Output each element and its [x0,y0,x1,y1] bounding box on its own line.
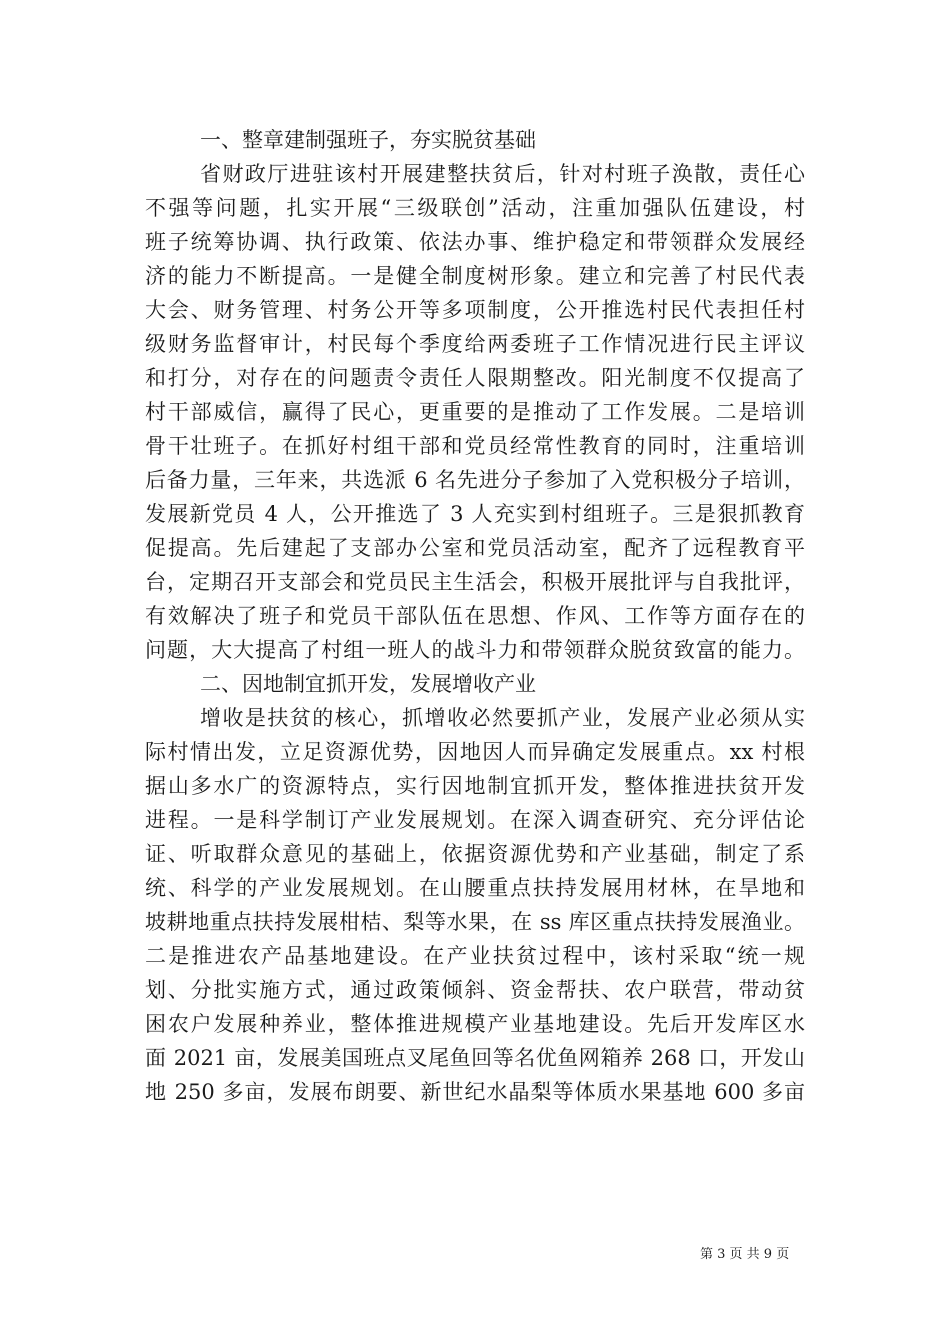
paragraph-line: 证、听取群众意见的基础上，依据资源优势和产业基础，制定了系 [145,842,805,866]
paragraph-line: 促提高。先后建起了支部办公室和党员活动室，配齐了远程教育平 [145,536,805,560]
paragraph-line: 不强等问题，扎实开展“三级联创”活动，注重加强队伍建设，村 [145,196,805,220]
paragraph-line: 坡耕地重点扶持发展柑桔、梨等水果，在 ss 库区重点扶持发展渔业。 [145,910,805,934]
paragraph-line: 据山多水广的资源特点，实行因地制宜抓开发，整体推进扶贫开发 [145,774,805,798]
paragraph-line: 大会、财务管理、村务公开等多项制度，公开推选村民代表担任村 [145,298,805,322]
paragraph-line: 班子统筹协调、执行政策、依法办事、维护稳定和带领群众发展经 [145,230,805,254]
paragraph-line: 有效解决了班子和党员干部队伍在思想、作风、工作等方面存在的 [145,604,805,628]
paragraph-line: 济的能力不断提高。一是健全制度树形象。建立和完善了村民代表 [145,264,805,288]
paragraph-line: 划、分批实施方式，通过政策倾斜、资金帮扶、农户联营，带动贫 [145,978,805,1002]
paragraph-line: 困农户发展种养业，整体推进规模产业基地建设。先后开发库区水 [145,1012,805,1036]
paragraph-line: 后备力量，三年来，共选派 6 名先进分子参加了入党积极分子培训， [145,468,805,492]
paragraph-line: 村干部威信，赢得了民心，更重要的是推动了工作发展。二是培训 [145,400,805,424]
paragraph-line: 地 250 多亩，发展布朗要、新世纪水晶梨等体质水果基地 600 多亩 [145,1080,805,1104]
paragraph-line: 统、科学的产业发展规划。在山腰重点扶持发展用材林，在旱地和 [145,876,805,900]
section-heading-1: 一、整章建制强班子，夯实脱贫基础 [200,128,536,152]
paragraph-line: 省财政厅进驻该村开展建整扶贫后，针对村班子涣散，责任心 [200,162,805,186]
paragraph-line: 进程。一是科学制订产业发展规划。在深入调查研究、充分评估论 [145,808,805,832]
section-heading-2: 二、因地制宜抓开发，发展增收产业 [200,672,536,696]
paragraph-line: 问题，大大提高了村组一班人的战斗力和带领群众脱贫致富的能力。 [145,638,805,662]
paragraph-line: 级财务监督审计，村民每个季度给两委班子工作情况进行民主评议 [145,332,805,356]
paragraph-line: 骨干壮班子。在抓好村组干部和党员经常性教育的同时，注重培训 [145,434,805,458]
paragraph-line: 二是推进农产品基地建设。在产业扶贫过程中，该村采取“统一规 [145,944,805,968]
paragraph-line: 增收是扶贫的核心，抓增收必然要抓产业，发展产业必须从实 [200,706,805,730]
paragraph-line: 和打分，对存在的问题责令责任人限期整改。阳光制度不仅提高了 [145,366,805,390]
paragraph-line: 发展新党员 4 人，公开推选了 3 人充实到村组班子。三是狠抓教育 [145,502,805,526]
paragraph-line: 际村情出发，立足资源优势，因地因人而异确定发展重点。xx 村根 [145,740,805,764]
page-number-footer: 第 3 页 共 9 页 [700,1247,790,1262]
paragraph-line: 面 2021 亩，发展美国班点叉尾鱼回等名优鱼网箱养 268 口，开发山 [145,1046,805,1070]
paragraph-line: 台，定期召开支部会和党员民主生活会，积极开展批评与自我批评， [145,570,805,594]
